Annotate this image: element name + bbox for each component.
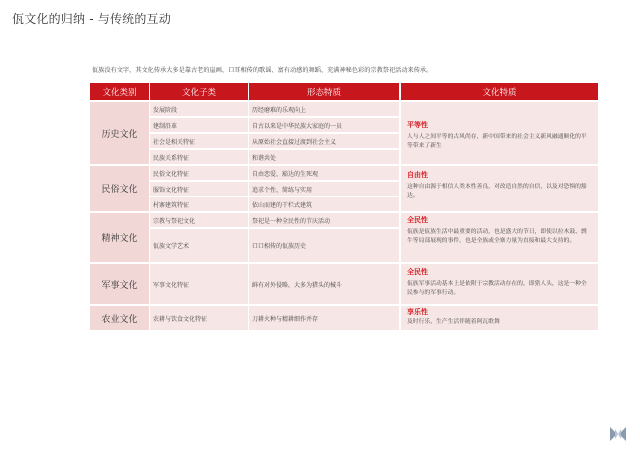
form-cell: 鲜有对外侵略，大多为猎头的械斗 [249, 264, 399, 304]
feature-folk [401, 166, 598, 211]
feature-military [401, 264, 598, 304]
feature-title: 自由性 [407, 171, 428, 179]
form-cell: 口口相传的佤族历史 [249, 229, 399, 262]
feature-title: 平等性 [407, 121, 428, 129]
feature-desc: 佤族军事活动基本上是依附于宗教活动存在的，即猎人头，这是一种全民参与的军事行动。 [407, 281, 587, 296]
sub-cell: 服饰文化特征 [150, 182, 248, 196]
form-cell: 自由恋爱、豁达的生死观 [249, 166, 399, 180]
category-agriculture: 农业文化 [90, 306, 149, 330]
category-history: 历史文化 [90, 102, 149, 164]
form-cell: 追求个性、简练与实用 [249, 182, 399, 196]
sub-cell: 社会是相关特征 [150, 134, 248, 148]
form-cell: 祭祀是一种全民性的节庆活动 [249, 213, 399, 227]
category-spirit: 精神文化 [90, 213, 149, 262]
culture-table [90, 83, 598, 330]
feature-spirit [401, 213, 598, 262]
sub-cell: 发展阶段 [150, 102, 248, 116]
brand-logo-icon [608, 426, 628, 442]
form-cell: 刀耕火种与精耕细作并存 [249, 306, 399, 330]
form-cell: 依山而建的干栏式建筑 [249, 197, 399, 211]
feature-desc: 这种自由源于相信人类本性善良，对改造自然的自信，以及对恐惧的豁达。 [407, 184, 587, 199]
sub-cell: 宗教与祭祀文化 [150, 213, 248, 227]
intro-text: 佤族没有文字，其文化传承大多是靠古老的崖画、口耳相传的歌谣、富有动感的舞蹈、充满神秘色彩的宗教祭祀活动来传承。 [92, 67, 433, 74]
feature-history [401, 102, 598, 164]
sub-cell: 佤族文学艺术 [150, 229, 248, 262]
feature-title: 全民性 [407, 268, 428, 276]
category-folk: 民俗文化 [90, 166, 149, 211]
header-feature: 文化特质 [401, 83, 598, 100]
header-category: 文化类别 [90, 83, 149, 100]
feature-desc: 佤族是佤族生活中最重要的活动，也是盛大的节日，即使以拉木鼓、剽牛等局部展现的事件，也是全族或全寨力量为直接和最大支持的。 [407, 229, 587, 244]
header-form: 形态特质 [249, 83, 399, 100]
feature-title: 享乐性 [407, 308, 428, 316]
form-cell: 历经磨难的乐观向上 [249, 102, 399, 116]
sub-cell: 民俗文化特征 [150, 166, 248, 180]
feature-desc: 人与人之间平等的古风尚存，新中国带来的社会主义新风融通顺化的平等带来了新生 [407, 134, 587, 149]
form-cell: 从原始社会直接过渡到社会主义 [249, 134, 399, 148]
feature-title: 全民性 [407, 216, 428, 224]
header-subcategory: 文化子类 [150, 83, 248, 100]
feature-desc: 及时行乐，生产生活伴随着阿瓦歌舞 [407, 319, 500, 325]
sub-cell: 军事文化特征 [150, 264, 248, 304]
form-cell: 自古以来是中华民族大家庭的一员 [249, 118, 399, 132]
sub-cell: 农耕与饮食文化特征 [150, 306, 248, 330]
category-military: 军事文化 [90, 264, 149, 304]
page-title: 佤文化的归纳 - 与传统的互动 [12, 12, 171, 26]
sub-cell: 村寨建筑特征 [150, 197, 248, 211]
sub-cell: 民族关系特征 [150, 150, 248, 164]
form-cell: 和谐共处 [249, 150, 399, 164]
feature-agriculture [401, 306, 598, 330]
sub-cell: 建制沿革 [150, 118, 248, 132]
